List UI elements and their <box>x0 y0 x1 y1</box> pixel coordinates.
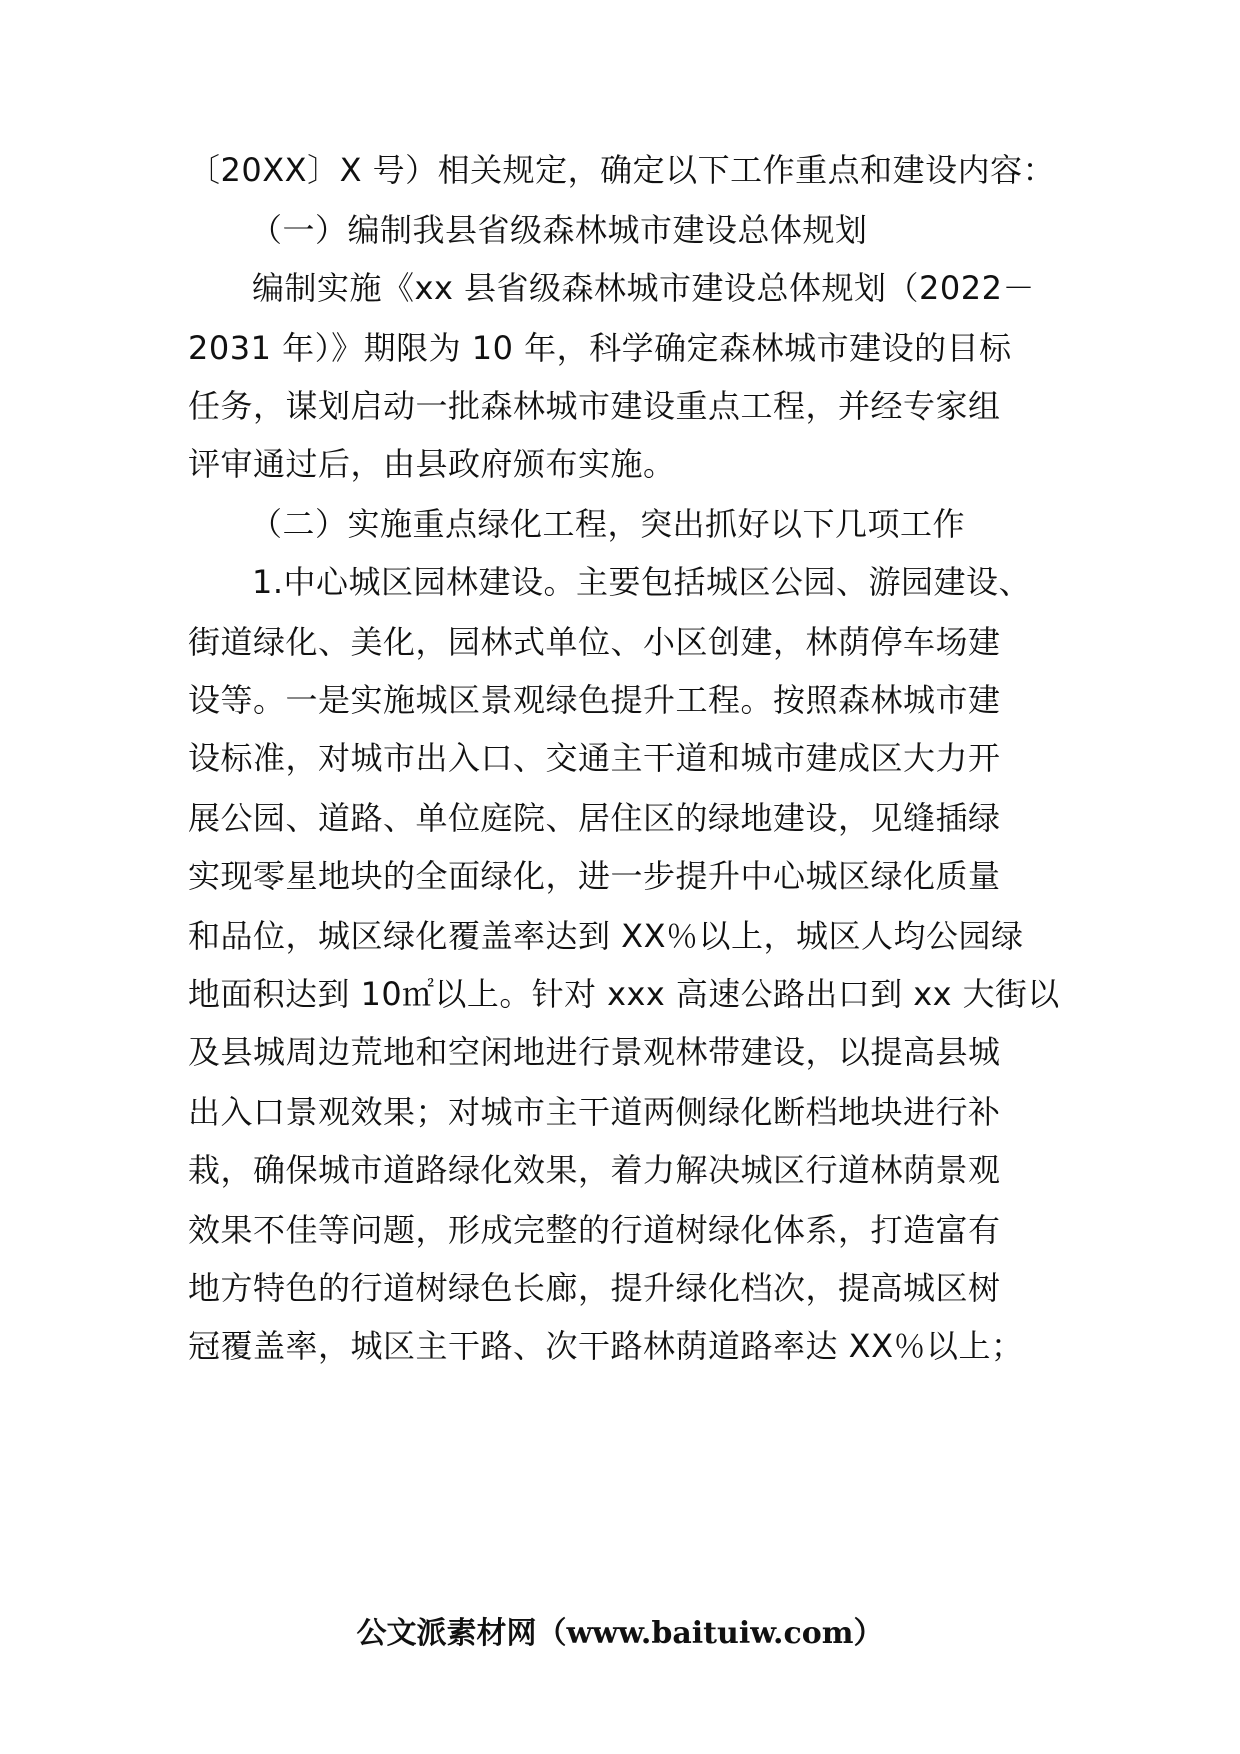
section-heading-2: （二）实施重点绿化工程，突出抓好以下几项工作 <box>250 505 966 543</box>
paragraph-2-line-7: 和品位，城区绿化覆盖率达到 XX％以上，城区人均公园绿 <box>188 917 1024 955</box>
paragraph-2-line-2: 街道绿化、美化，园林式单位、小区创建，林荫停车场建 <box>188 623 1001 661</box>
paragraph-2-line-3: 设等。一是实施城区景观绿色提升工程。按照森林城市建 <box>188 681 1001 719</box>
paragraph-1-line-2: 2031 年）》期限为 10 年，科学确定森林城市建设的目标 <box>188 329 1012 367</box>
footer-watermark: 公文派素材网（www.baituiw.com） <box>356 1616 884 1651</box>
paragraph-2-line-6: 实现零星地块的全面绿化，进一步提升中心城区绿化质量 <box>188 857 1001 895</box>
paragraph-2-line-4: 设标准，对城市出入口、交通主干道和城市建成区大力开 <box>188 739 1001 777</box>
paragraph-2-line-5: 展公园、道路、单位庭院、居住区的绿地建设，见缝插绿 <box>188 799 1001 837</box>
section-heading-1: （一）编制我县省级森林城市建设总体规划 <box>250 211 868 249</box>
paragraph-2-line-1: 1.中心城区园林建设。主要包括城区公园、游园建设、 <box>252 563 1032 601</box>
paragraph-1-line-4: 评审通过后，由县政府颁布实施。 <box>188 445 676 483</box>
paragraph-2-line-11: 栽，确保城市道路绿化效果，着力解决城区行道林荫景观 <box>188 1151 1001 1189</box>
paragraph-2-line-10: 出入口景观效果；对城市主干道两侧绿化断档地块进行补 <box>188 1093 1001 1131</box>
paragraph-2-line-13: 地方特色的行道树绿色长廊，提升绿化档次，提高城区树 <box>188 1269 1001 1307</box>
paragraph-2-line-12: 效果不佳等问题，形成完整的行道树绿化体系，打造富有 <box>188 1211 1001 1249</box>
body-line-continuation: 〔20XX〕X 号）相关规定，确定以下工作重点和建设内容： <box>188 151 1056 189</box>
paragraph-1-line-1: 编制实施《xx 县省级森林城市建设总体规划（2022－ <box>252 269 1035 307</box>
paragraph-1-line-3: 任务，谋划启动一批森林城市建设重点工程，并经专家组 <box>188 387 1001 425</box>
paragraph-2-line-14: 冠覆盖率，城区主干路、次干路林荫道路率达 XX％以上； <box>188 1327 1024 1365</box>
paragraph-2-line-8: 地面积达到 10㎡以上。针对 xxx 高速公路出口到 xx 大街以 <box>188 975 1060 1013</box>
paragraph-2-line-9: 及县城周边荒地和空闲地进行景观林带建设，以提高县城 <box>188 1033 1001 1071</box>
